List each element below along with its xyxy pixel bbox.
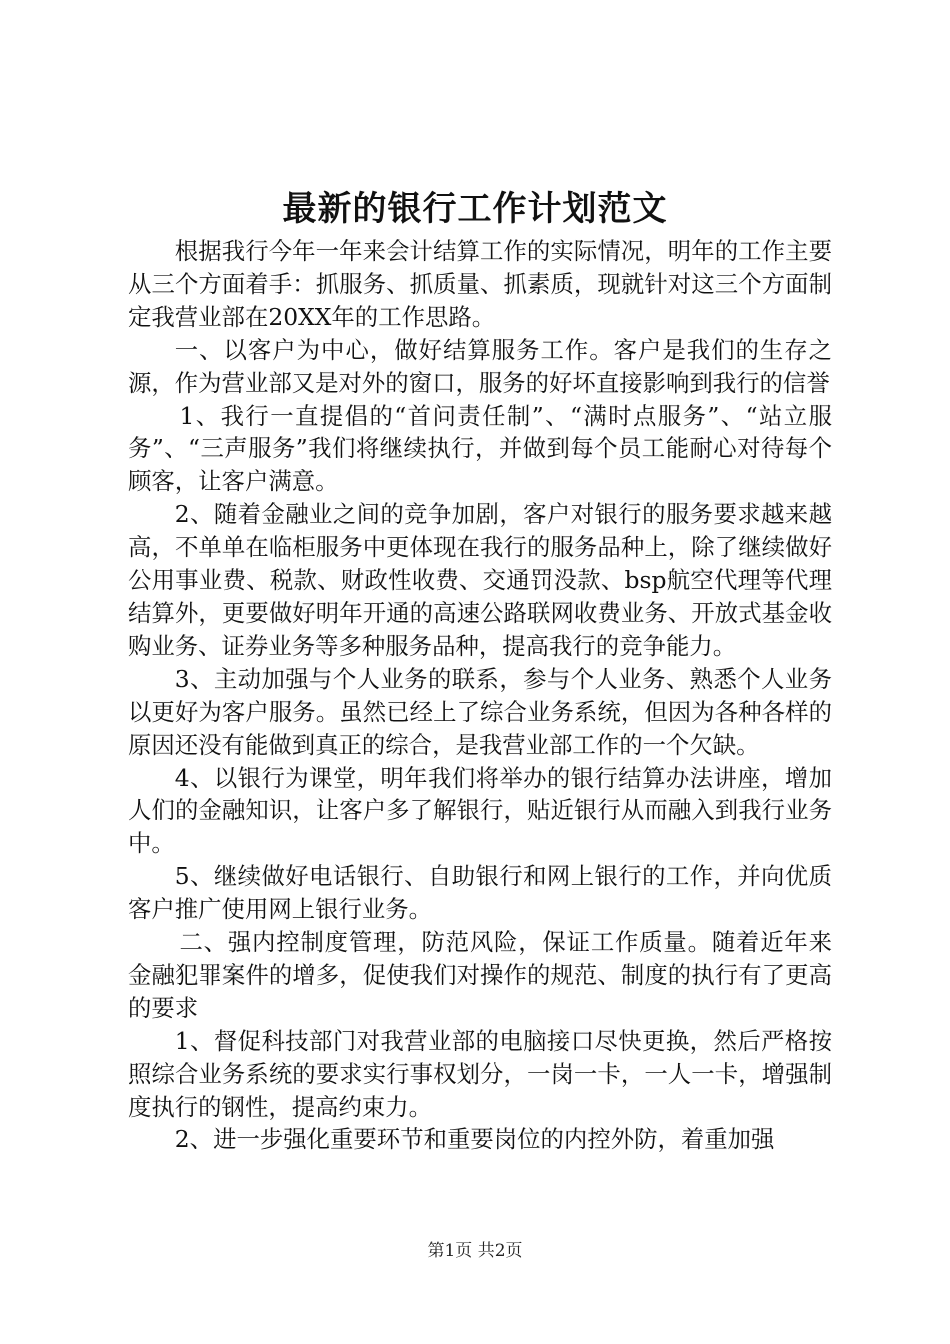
paragraph-item-1-3: 3、主动加强与个人业务的联系，参与个人业务、熟悉个人业务以更好为客户服务。虽然已经上了综合业务系统，但因为各种各样的原因还没有能做到真正的综合，是我营业部工作的一个欠缺。 [128, 664, 832, 759]
paragraph-item-1-2: 2、随着金融业之间的竞争加剧，客户对银行的服务要求越来越高，不单单在临柜服务中更体现在我行的服务品种上，除了继续做好公用事业费、税款、财政性收费、交通罚没款、bsp航空代理等代理结算外，更要做好明年开通的高速公路联网收费业务、开放式基金收购业务、证券业务等多种服务品种，提高我行的竞争能力。 [128, 500, 832, 660]
paragraph-intro: 根据我行今年一年来会计结算工作的实际情况，明年的工作主要从三个方面着手：抓服务、抓质量、抓素质，现就针对这三个方面制定我营业部在20XX年的工作思路。 [128, 237, 832, 331]
paragraph-item-1-1: 1、我行一直提倡的“首问责任制”、“满时点服务”、“站立服务”、“三声服务”我们将继续执行，并做到每个员工能耐心对待每个顾客，让客户满意。 [128, 401, 832, 496]
document-title: 最新的银行工作计划范文 [282, 189, 668, 229]
paragraph-section-2: 二、强内控制度管理，防范风险，保证工作质量。随着近年来金融犯罪案件的增多，促使我们对操作的规范、制度的执行有了更高的要求 [128, 928, 832, 1022]
paragraph-item-2-2: 2、进一步强化重要环节和重要岗位的内控外防，着重加强 [174, 1125, 775, 1154]
paragraph-item-1-5: 5、继续做好电话银行、自助银行和网上银行的工作，并向优质客户推广使用网上银行业务。 [128, 862, 832, 924]
document-body [128, 235, 832, 1156]
page-footer: 第1页 共2页 [427, 1241, 523, 1261]
paragraph-section-1: 一、以客户为中心，做好结算服务工作。客户是我们的生存之源，作为营业部又是对外的窗口，服务的好坏直接影响到我行的信誉 [128, 335, 832, 397]
paragraph-item-1-4: 4、以银行为课堂，明年我们将举办的银行结算办法讲座，增加人们的金融知识，让客户多了解银行，贴近银行从而融入到我行业务中。 [128, 763, 832, 858]
paragraph-item-2-1: 1、督促科技部门对我营业部的电脑接口尽快更换，然后严格按照综合业务系统的要求实行事权划分，一岗一卡，一人一卡，增强制度执行的钢性，提高约束力。 [128, 1026, 832, 1121]
